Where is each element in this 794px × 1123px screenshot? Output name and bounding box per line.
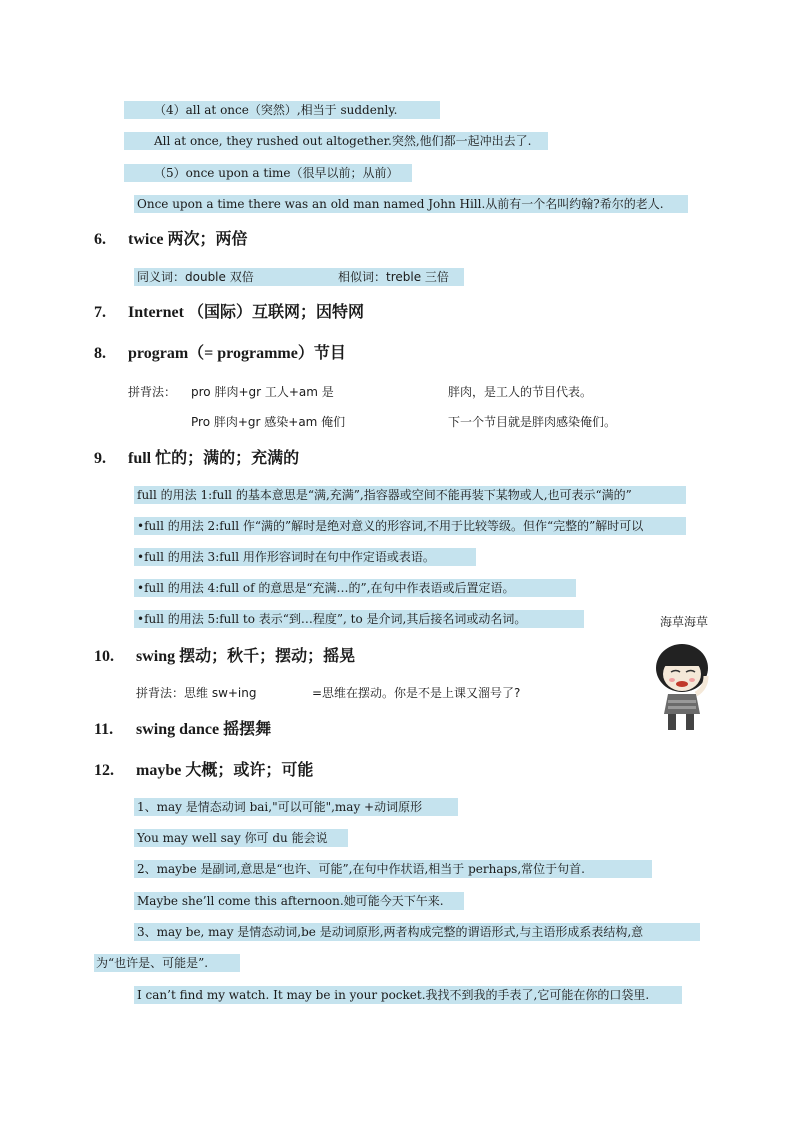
- mnemonic-meaning-1: 胖肉，是工人的节目代表。: [448, 385, 593, 399]
- phrase-once-upon-a-time: （5）once upon a time（很早以前；从前）: [124, 164, 412, 182]
- entry-word: swing dance 摇摆舞: [136, 721, 272, 738]
- mnemonic-part-1: pro 胖肉+gr 工人+am 是: [191, 385, 334, 399]
- entry-word: program（= programme）节目: [128, 345, 346, 362]
- example-once-upon-a-time: Once upon a time there was an old man named John Hill.从前有一个名叫约翰?希尔的老人.: [134, 195, 688, 213]
- entry-number: 8.: [94, 345, 106, 362]
- mnemonic-swing: 拼背法：思维 sw+ing: [136, 686, 257, 700]
- entry-number: 10.: [94, 648, 114, 665]
- meme-cartoon-image: [648, 642, 718, 732]
- meme-caption: 海草海草: [660, 615, 709, 629]
- entry-heading-7: [94, 302, 364, 324]
- synonym-text: 同义词：double 双倍: [137, 270, 254, 284]
- full-usage-5: •full 的用法 5:full to 表示“到…程度”, to 是介词,其后接名词或动名词。: [134, 610, 584, 628]
- full-usage-2: •full 的用法 2:full 作“满的”解时是绝对意义的形容词,不用于比较等级。但作“完整的”解时可以: [134, 517, 686, 535]
- entry-heading-11: [94, 719, 271, 741]
- entry-word: full 忙的；满的；充满的: [128, 450, 300, 467]
- mnemonic-swing-meaning: =思维在摆动。你是不是上课又溜号了?: [312, 686, 521, 700]
- entry-word: swing 摆动；秋千；摆动；摇晃: [136, 648, 356, 665]
- example-all-at-once: All at once, they rushed out altogether.突然,他们都一起冲出去了.: [124, 132, 548, 150]
- entry-number: 7.: [94, 304, 106, 321]
- entry-heading-6: [94, 229, 248, 251]
- entry-number: 9.: [94, 450, 106, 467]
- entry-heading-12: [94, 760, 313, 782]
- entry-heading-8: [94, 343, 346, 365]
- entry-number: 6.: [94, 231, 106, 248]
- entry-heading-9: [94, 448, 299, 470]
- synonym-row: [134, 268, 464, 286]
- mnemonic-label: 拼背法：: [128, 385, 177, 399]
- full-usage-1: full 的用法 1:full 的基本意思是“满,充满”,指容器或空间不能再装下某物或人,也可表示“满的”: [134, 486, 686, 504]
- maybe-usage-2: 2、maybe 是副词,意思是“也许、可能”,在句中作状语,相当于 perhaps,常位于句首.: [134, 860, 652, 878]
- entry-number: 12.: [94, 762, 114, 779]
- entry-number: 11.: [94, 721, 114, 738]
- entry-word: Internet （国际）互联网；因特网: [128, 304, 364, 321]
- mnemonic-meaning-2: 下一个节目就是胖肉感染俺们。: [448, 415, 617, 429]
- full-usage-3: •full 的用法 3:full 用作形容词时在句中作定语或表语。: [134, 548, 476, 566]
- maybe-usage-3: 3、may be, may 是情态动词,be 是动词原形,两者构成完整的谓语形式,与主语形成系表结构,意: [134, 923, 700, 941]
- maybe-usage-1: 1、may 是情态动词 bai,"可以可能",may +动词原形: [134, 798, 458, 816]
- similar-word-text: 相似词：treble 三倍: [338, 270, 449, 284]
- entry-word: maybe 大概；或许；可能: [136, 762, 314, 779]
- maybe-example-3: I can’t find my watch. It may be in your pocket.我找不到我的手表了,它可能在你的口袋里.: [134, 986, 682, 1004]
- phrase-all-at-once: （4）all at once（突然）,相当于 suddenly.: [124, 101, 440, 119]
- full-usage-4: •full 的用法 4:full of 的意思是“充满…的”,在句中作表语或后置定语。: [134, 579, 576, 597]
- maybe-usage-3-cont: 为“也许是、可能是”.: [94, 954, 240, 972]
- entry-word: twice 两次；两倍: [128, 231, 248, 248]
- mnemonic-part-2: Pro 胖肉+gr 感染+am 俺们: [191, 415, 346, 429]
- maybe-example-2: Maybe she’ll come this afternoon.她可能今天下午来.: [134, 892, 464, 910]
- entry-heading-10: [94, 646, 355, 668]
- maybe-example-1: You may well say 你可 du 能会说: [134, 829, 348, 847]
